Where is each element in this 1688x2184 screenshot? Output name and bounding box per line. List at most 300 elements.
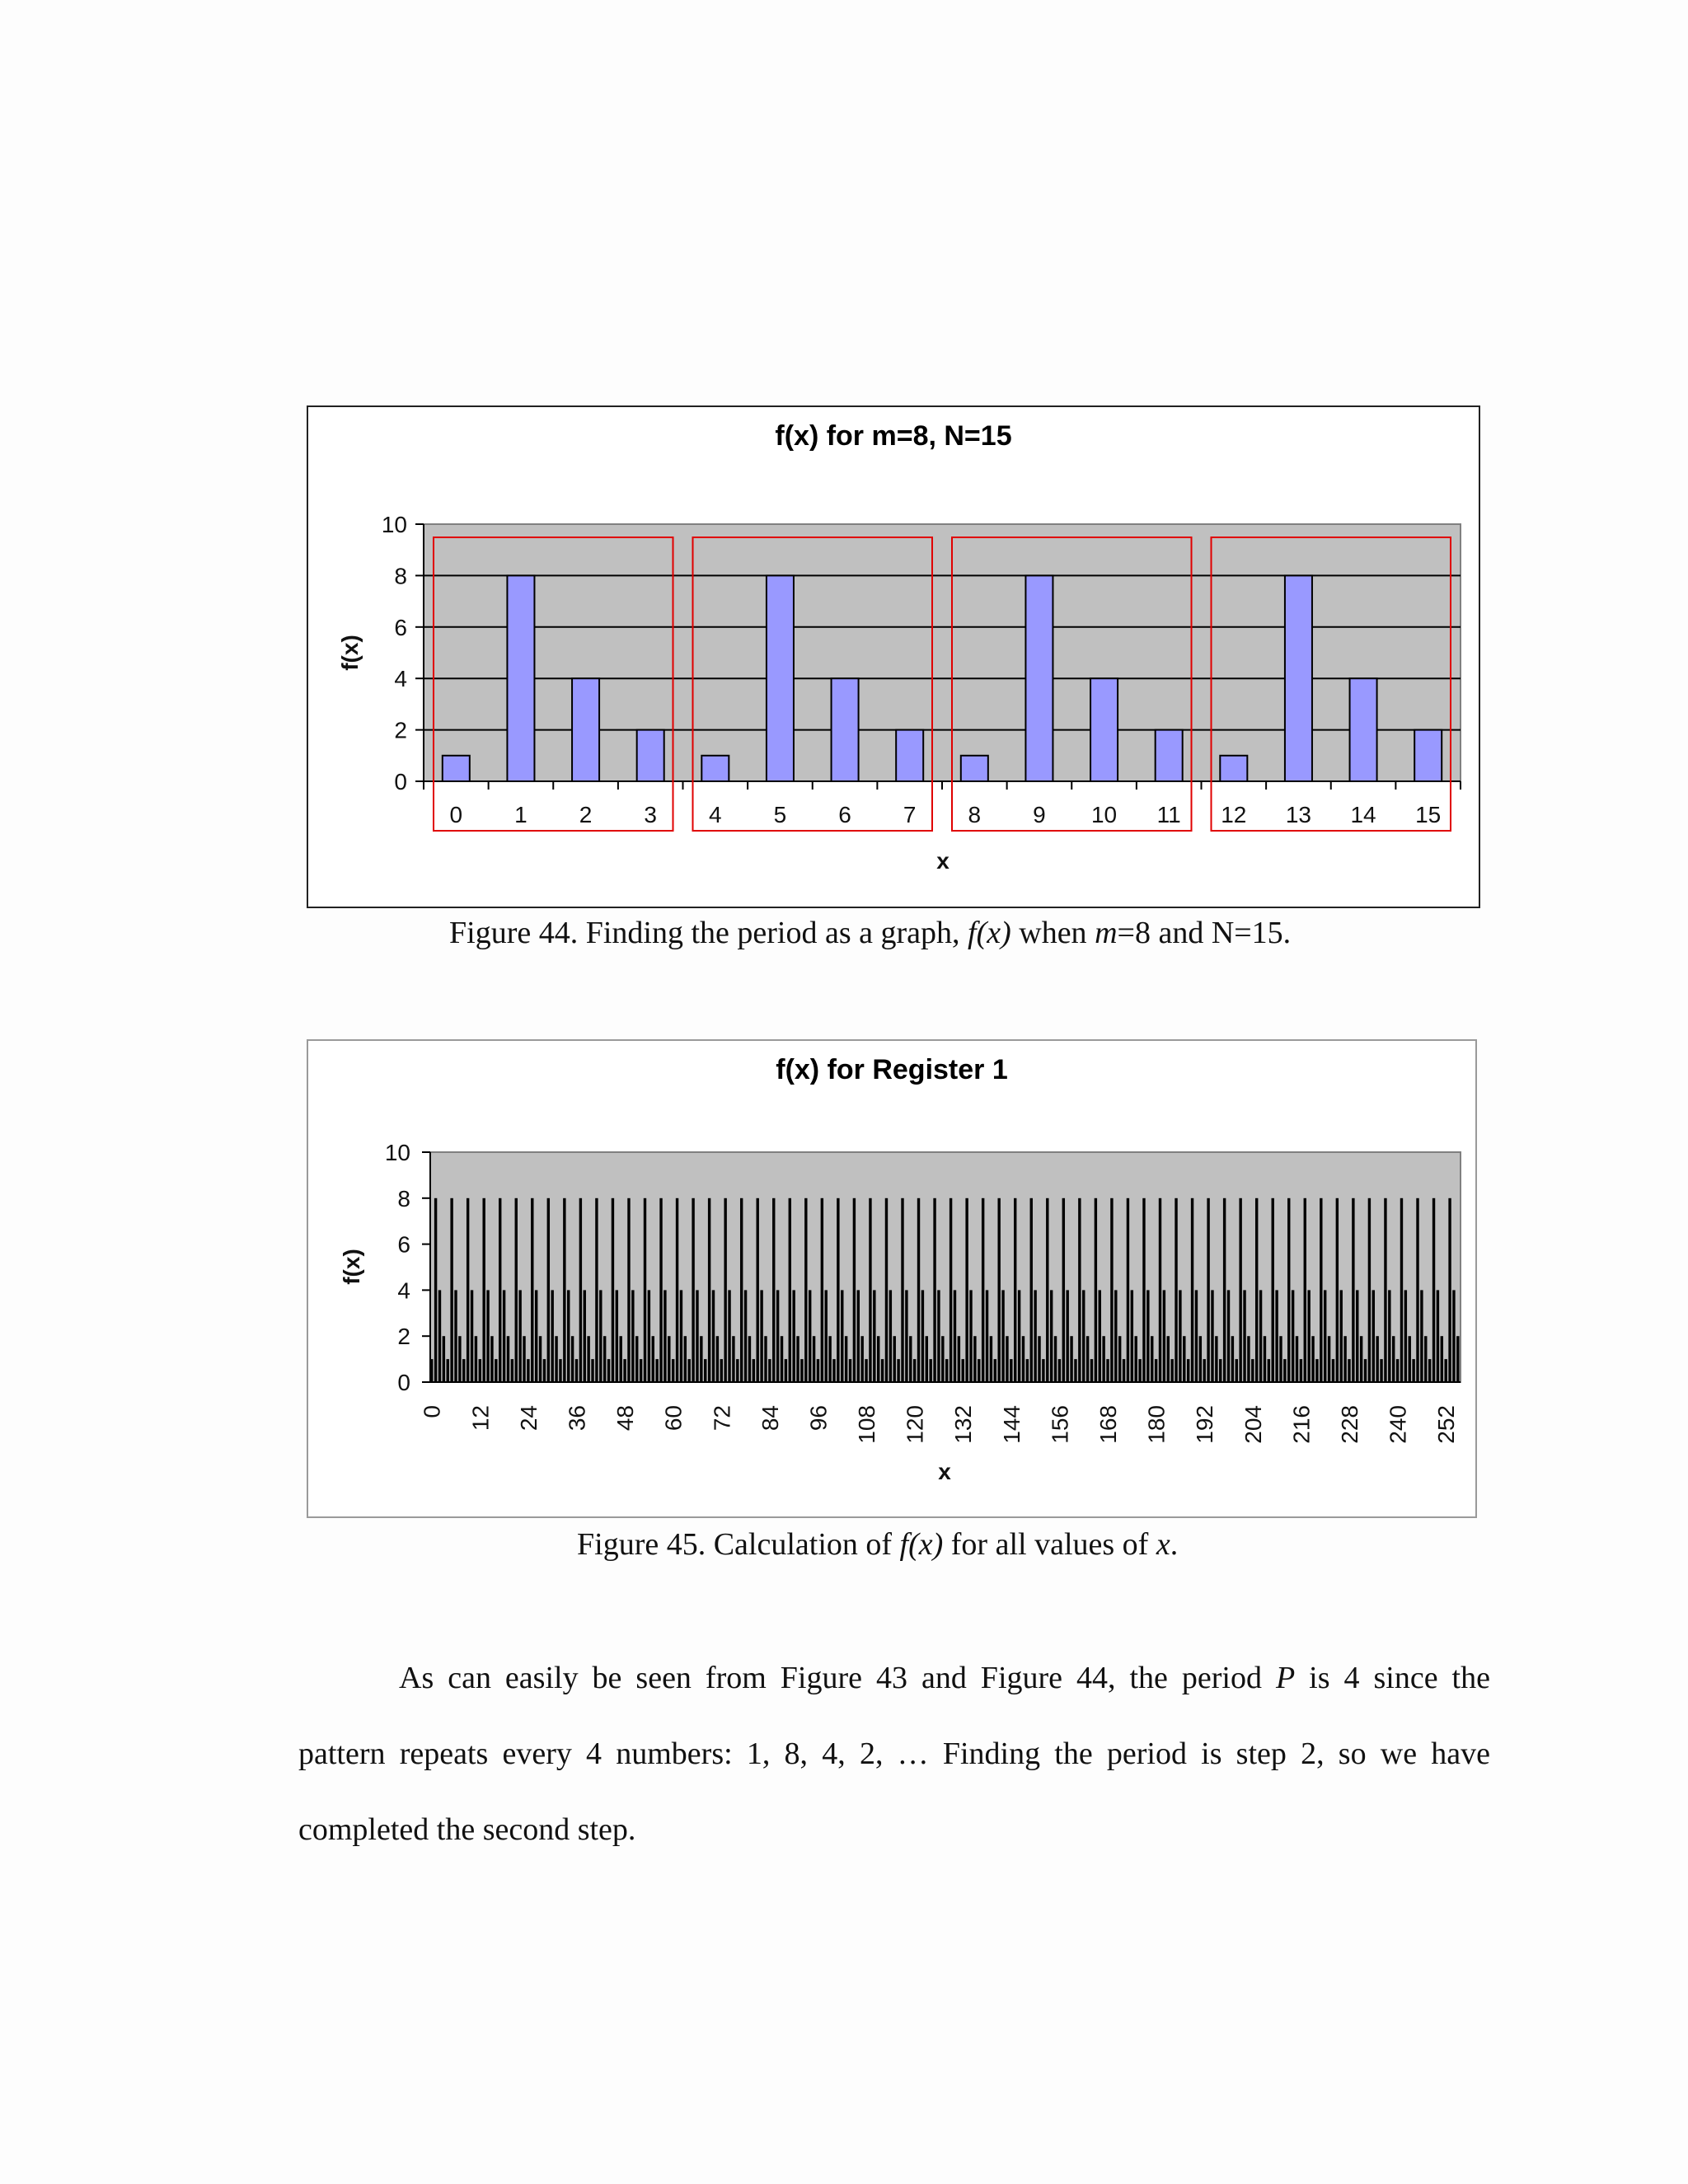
bar bbox=[587, 1336, 589, 1382]
bar bbox=[523, 1336, 525, 1382]
bar bbox=[969, 1290, 972, 1382]
y-tick-label: 4 bbox=[397, 1277, 410, 1304]
y-tick-label: 2 bbox=[397, 1324, 410, 1350]
bar bbox=[1106, 1359, 1109, 1382]
bar bbox=[1392, 1336, 1395, 1382]
bar bbox=[655, 1359, 658, 1382]
paragraph-line-3: completed the second step. bbox=[298, 1812, 636, 1847]
bar bbox=[881, 1359, 884, 1382]
bar bbox=[744, 1290, 747, 1382]
bar bbox=[1324, 1290, 1326, 1382]
x-tick-label: 240 bbox=[1385, 1405, 1411, 1444]
bar bbox=[1247, 1336, 1250, 1382]
y-tick-label: 6 bbox=[394, 614, 407, 640]
bar bbox=[1296, 1336, 1298, 1382]
bar bbox=[454, 1290, 457, 1382]
x-tick-label: 8 bbox=[968, 802, 982, 827]
x-tick-label: 180 bbox=[1143, 1405, 1170, 1444]
x-tick-label: 24 bbox=[515, 1405, 542, 1432]
bar bbox=[515, 1198, 518, 1382]
bar bbox=[1114, 1290, 1117, 1382]
bar bbox=[1368, 1198, 1371, 1382]
bar bbox=[507, 575, 534, 781]
bar bbox=[575, 1359, 578, 1382]
bar bbox=[832, 678, 859, 781]
bar bbox=[776, 1290, 779, 1382]
bar bbox=[724, 1198, 726, 1382]
bar bbox=[499, 1198, 501, 1382]
bar bbox=[1380, 1359, 1382, 1382]
y-tick-label: 4 bbox=[394, 666, 407, 692]
bar bbox=[1159, 1198, 1161, 1382]
bar bbox=[1372, 1290, 1375, 1382]
bar bbox=[877, 1336, 879, 1382]
x-axis-title: x bbox=[938, 1459, 951, 1484]
bar bbox=[1414, 730, 1442, 781]
bar bbox=[1014, 1198, 1016, 1382]
bar bbox=[832, 1359, 835, 1382]
bar bbox=[954, 1290, 956, 1382]
bar bbox=[668, 1336, 670, 1382]
bar bbox=[1300, 1359, 1302, 1382]
bar bbox=[1259, 1290, 1262, 1382]
bar bbox=[595, 1198, 598, 1382]
bar bbox=[857, 1290, 860, 1382]
bar bbox=[475, 1336, 477, 1382]
y-axis-title: f(x) bbox=[339, 1249, 364, 1285]
bar bbox=[1444, 1359, 1447, 1382]
bar bbox=[1042, 1359, 1044, 1382]
figure-44-chart bbox=[307, 405, 1480, 908]
bar bbox=[1070, 1336, 1072, 1382]
bar bbox=[1138, 1359, 1141, 1382]
bar bbox=[825, 1290, 828, 1382]
bar bbox=[1006, 1336, 1008, 1382]
bar bbox=[1268, 1359, 1270, 1382]
bar bbox=[1046, 1198, 1048, 1382]
x-tick-label: 15 bbox=[1415, 802, 1442, 827]
figure-44-svg bbox=[308, 407, 1479, 907]
bar bbox=[849, 1359, 851, 1382]
bar bbox=[612, 1198, 614, 1382]
bar bbox=[837, 1198, 839, 1382]
bar bbox=[909, 1336, 912, 1382]
bar bbox=[929, 1359, 931, 1382]
bar bbox=[896, 730, 923, 781]
x-tick-label: 168 bbox=[1095, 1405, 1122, 1444]
bar bbox=[1127, 1198, 1129, 1382]
bar bbox=[1142, 1198, 1145, 1382]
bar bbox=[1025, 575, 1053, 781]
bar bbox=[736, 1359, 738, 1382]
bar bbox=[1134, 1336, 1137, 1382]
bar bbox=[809, 1290, 811, 1382]
bar bbox=[563, 1198, 565, 1382]
bar bbox=[1376, 1336, 1378, 1382]
bar bbox=[753, 1359, 755, 1382]
bar bbox=[1086, 1336, 1089, 1382]
x-tick-label: 96 bbox=[805, 1405, 832, 1432]
bar bbox=[1010, 1359, 1012, 1382]
bar bbox=[712, 1290, 715, 1382]
bar bbox=[527, 1359, 529, 1382]
bar bbox=[961, 756, 988, 781]
paragraph-line-2: pattern repeats every 4 numbers: 1, 8, 4, 2, … Finding the period is step 2, so we have bbox=[298, 1736, 1490, 1771]
bar bbox=[696, 1290, 698, 1382]
x-tick-label: 1 bbox=[514, 802, 528, 827]
bar bbox=[804, 1198, 807, 1382]
bar bbox=[482, 1198, 485, 1382]
x-tick-label: 60 bbox=[660, 1405, 687, 1432]
bar bbox=[518, 1290, 521, 1382]
bar bbox=[732, 1336, 734, 1382]
bar bbox=[1030, 1198, 1033, 1382]
y-tick-label: 8 bbox=[394, 563, 407, 589]
bar bbox=[853, 1198, 856, 1382]
bar bbox=[1384, 1198, 1386, 1382]
bar bbox=[748, 1336, 751, 1382]
y-tick-label: 2 bbox=[394, 717, 407, 743]
bar bbox=[1219, 1359, 1221, 1382]
bar bbox=[1090, 1359, 1093, 1382]
bar bbox=[663, 1290, 666, 1382]
bar bbox=[889, 1290, 892, 1382]
x-tick-label: 0 bbox=[449, 802, 463, 827]
bar bbox=[1255, 1198, 1258, 1382]
bar bbox=[1243, 1290, 1245, 1382]
bar bbox=[659, 1198, 662, 1382]
x-tick-label: 252 bbox=[1433, 1405, 1460, 1444]
y-tick-label: 6 bbox=[397, 1231, 410, 1258]
bar bbox=[1396, 1359, 1399, 1382]
bar bbox=[559, 1359, 561, 1382]
bar bbox=[551, 1290, 553, 1382]
bar bbox=[937, 1290, 940, 1382]
bar bbox=[897, 1359, 899, 1382]
bar bbox=[704, 1359, 706, 1382]
bar bbox=[720, 1359, 723, 1382]
bar bbox=[579, 1198, 582, 1382]
bar bbox=[1163, 1290, 1165, 1382]
bar bbox=[1311, 1336, 1314, 1382]
bar bbox=[1146, 1290, 1149, 1382]
bar bbox=[764, 1336, 767, 1382]
bar bbox=[917, 1198, 920, 1382]
bar bbox=[828, 1336, 831, 1382]
bar bbox=[1420, 1290, 1423, 1382]
bar bbox=[591, 1359, 593, 1382]
bar bbox=[1175, 1198, 1177, 1382]
bar bbox=[1336, 1198, 1339, 1382]
x-tick-label: 11 bbox=[1156, 802, 1181, 827]
bar bbox=[599, 1290, 602, 1382]
body-paragraph bbox=[298, 1640, 1490, 1868]
bar bbox=[1054, 1336, 1057, 1382]
bar bbox=[619, 1336, 621, 1382]
bar bbox=[926, 1336, 928, 1382]
bar bbox=[1264, 1336, 1266, 1382]
bar bbox=[1437, 1290, 1439, 1382]
bar bbox=[845, 1336, 847, 1382]
bar bbox=[1001, 1290, 1004, 1382]
bar bbox=[684, 1336, 687, 1382]
bar bbox=[813, 1336, 815, 1382]
bar bbox=[1062, 1198, 1065, 1382]
bar bbox=[503, 1290, 505, 1382]
bar bbox=[1207, 1198, 1209, 1382]
bar bbox=[1203, 1359, 1206, 1382]
bar bbox=[1360, 1336, 1362, 1382]
bar bbox=[950, 1198, 952, 1382]
bar bbox=[1456, 1336, 1459, 1382]
figure-45-caption: Figure 45. Calculation of f(x) for all values of x. bbox=[577, 1527, 1179, 1562]
bar bbox=[785, 1359, 787, 1382]
x-tick-label: 108 bbox=[854, 1405, 880, 1444]
bar bbox=[1356, 1290, 1358, 1382]
bar bbox=[990, 1336, 992, 1382]
bar bbox=[740, 1198, 743, 1382]
bar bbox=[781, 1336, 783, 1382]
bar bbox=[443, 1336, 445, 1382]
bar bbox=[994, 1359, 996, 1382]
x-tick-label: 12 bbox=[467, 1405, 494, 1432]
bar bbox=[571, 1336, 574, 1382]
x-tick-label: 216 bbox=[1288, 1405, 1315, 1444]
bar bbox=[716, 1336, 719, 1382]
x-tick-label: 7 bbox=[903, 802, 917, 827]
bar bbox=[607, 1359, 610, 1382]
bar bbox=[672, 1359, 674, 1382]
bar bbox=[962, 1359, 964, 1382]
bar bbox=[1272, 1198, 1274, 1382]
bar bbox=[700, 1336, 702, 1382]
x-tick-label: 5 bbox=[773, 802, 787, 827]
bar bbox=[1441, 1336, 1443, 1382]
bar bbox=[507, 1336, 509, 1382]
bar bbox=[1409, 1336, 1411, 1382]
bar bbox=[584, 1290, 586, 1382]
bar bbox=[1131, 1290, 1133, 1382]
bar bbox=[676, 1198, 678, 1382]
bar bbox=[768, 1359, 771, 1382]
bar bbox=[997, 1198, 1000, 1382]
bar bbox=[1155, 1359, 1157, 1382]
bar bbox=[1220, 756, 1247, 781]
bar bbox=[1275, 1290, 1278, 1382]
bar bbox=[1315, 1359, 1318, 1382]
bar bbox=[1022, 1336, 1025, 1382]
bar bbox=[539, 1336, 542, 1382]
bar bbox=[543, 1359, 546, 1382]
x-tick-label: 9 bbox=[1033, 802, 1046, 827]
bar bbox=[865, 1359, 867, 1382]
bar bbox=[1156, 730, 1183, 781]
bar bbox=[1239, 1198, 1241, 1382]
bar bbox=[921, 1290, 924, 1382]
bar bbox=[1058, 1359, 1061, 1382]
bar bbox=[792, 1290, 795, 1382]
y-tick-label: 10 bbox=[381, 512, 407, 537]
bar bbox=[728, 1290, 730, 1382]
chart-title: f(x) for m=8, N=15 bbox=[775, 420, 1012, 452]
bar bbox=[535, 1290, 537, 1382]
y-tick-label: 10 bbox=[384, 1140, 410, 1165]
bar bbox=[1170, 1359, 1173, 1382]
bar bbox=[637, 730, 664, 781]
y-axis-title: f(x) bbox=[337, 635, 363, 671]
bar bbox=[1199, 1336, 1202, 1382]
bar bbox=[1215, 1336, 1217, 1382]
x-tick-label: 14 bbox=[1350, 802, 1376, 827]
bar bbox=[1123, 1359, 1125, 1382]
bar bbox=[1279, 1336, 1282, 1382]
bar bbox=[1167, 1336, 1170, 1382]
bar bbox=[1118, 1336, 1121, 1382]
paragraph-line-1: As can easily be seen from Figure 43 and Figure 44, the period P is 4 since the bbox=[399, 1661, 1490, 1695]
bar bbox=[1227, 1290, 1230, 1382]
bar bbox=[1236, 1359, 1238, 1382]
bar bbox=[789, 1198, 791, 1382]
bar bbox=[447, 1359, 449, 1382]
bar bbox=[885, 1198, 888, 1382]
bar bbox=[821, 1198, 823, 1382]
bar bbox=[760, 1290, 762, 1382]
x-tick-label: 12 bbox=[1221, 802, 1247, 827]
x-tick-label: 2 bbox=[579, 802, 593, 827]
bar bbox=[757, 1198, 759, 1382]
bar bbox=[1452, 1290, 1455, 1382]
x-tick-label: 120 bbox=[902, 1405, 928, 1444]
bar bbox=[817, 1359, 819, 1382]
x-tick-label: 10 bbox=[1090, 802, 1118, 827]
bar bbox=[1412, 1359, 1414, 1382]
bar bbox=[1034, 1290, 1036, 1382]
bar bbox=[1304, 1198, 1306, 1382]
x-tick-label: 72 bbox=[709, 1405, 735, 1432]
x-tick-label: 132 bbox=[950, 1405, 977, 1444]
bar bbox=[901, 1198, 903, 1382]
bar bbox=[627, 1198, 630, 1382]
bar bbox=[1343, 1336, 1346, 1382]
bar bbox=[467, 1198, 469, 1382]
bar bbox=[680, 1290, 682, 1382]
x-tick-label: 6 bbox=[838, 802, 851, 827]
bar bbox=[1078, 1198, 1081, 1382]
bar bbox=[1292, 1290, 1294, 1382]
bar bbox=[941, 1336, 944, 1382]
bar bbox=[547, 1198, 550, 1382]
bar bbox=[458, 1336, 461, 1382]
bar bbox=[462, 1359, 465, 1382]
bar bbox=[631, 1290, 634, 1382]
bar bbox=[490, 1336, 493, 1382]
bar bbox=[1404, 1290, 1407, 1382]
bar bbox=[1320, 1198, 1322, 1382]
bar bbox=[479, 1359, 481, 1382]
bar bbox=[1050, 1290, 1053, 1382]
bar bbox=[772, 1198, 775, 1382]
bar bbox=[1448, 1198, 1451, 1382]
bar bbox=[860, 1336, 863, 1382]
bar bbox=[1307, 1290, 1310, 1382]
bar bbox=[1340, 1290, 1343, 1382]
x-tick-label: 84 bbox=[757, 1405, 783, 1432]
bar bbox=[1251, 1359, 1254, 1382]
x-tick-label: 144 bbox=[998, 1405, 1025, 1444]
bar bbox=[1082, 1290, 1085, 1382]
bar bbox=[443, 756, 470, 781]
bar bbox=[945, 1359, 948, 1382]
bar bbox=[1151, 1336, 1153, 1382]
bar bbox=[511, 1359, 513, 1382]
x-tick-label: 156 bbox=[1047, 1405, 1073, 1444]
bar bbox=[1424, 1336, 1427, 1382]
x-tick-label: 4 bbox=[709, 802, 722, 827]
bar bbox=[555, 1336, 557, 1382]
bar bbox=[1428, 1359, 1431, 1382]
bar bbox=[1223, 1198, 1226, 1382]
bar bbox=[1328, 1336, 1330, 1382]
bar bbox=[688, 1359, 691, 1382]
bar bbox=[531, 1198, 533, 1382]
bar bbox=[701, 756, 729, 781]
x-tick-label: 3 bbox=[644, 802, 657, 827]
bar bbox=[1287, 1198, 1290, 1382]
bar bbox=[1432, 1198, 1435, 1382]
bar bbox=[471, 1290, 473, 1382]
bar bbox=[616, 1290, 618, 1382]
bar bbox=[913, 1359, 916, 1382]
bar bbox=[800, 1359, 803, 1382]
x-tick-label: 36 bbox=[564, 1405, 590, 1432]
figure-45-chart bbox=[307, 1039, 1477, 1518]
bar bbox=[841, 1290, 843, 1382]
bar bbox=[495, 1359, 497, 1382]
bar bbox=[648, 1290, 650, 1382]
x-tick-label: 0 bbox=[419, 1405, 445, 1418]
bar bbox=[1066, 1290, 1068, 1382]
bar bbox=[1332, 1359, 1334, 1382]
bar bbox=[1187, 1359, 1189, 1382]
bar bbox=[973, 1336, 976, 1382]
bar bbox=[438, 1290, 441, 1382]
bar bbox=[1179, 1290, 1181, 1382]
y-tick-label: 0 bbox=[397, 1370, 410, 1395]
figure-44-caption: Figure 44. Finding the period as a graph, f(x) when m=8 and N=15. bbox=[449, 916, 1292, 950]
bar bbox=[1026, 1359, 1029, 1382]
bar bbox=[708, 1198, 710, 1382]
bar bbox=[1231, 1336, 1234, 1382]
bar bbox=[623, 1359, 626, 1382]
bar bbox=[796, 1336, 799, 1382]
bar bbox=[644, 1198, 646, 1382]
bar bbox=[978, 1359, 980, 1382]
bar bbox=[450, 1198, 452, 1382]
bar bbox=[635, 1336, 638, 1382]
bar bbox=[1195, 1290, 1198, 1382]
bar bbox=[767, 575, 794, 781]
x-tick-label: 228 bbox=[1336, 1405, 1362, 1444]
bar bbox=[1090, 678, 1118, 781]
bar bbox=[1191, 1198, 1193, 1382]
bar bbox=[1183, 1336, 1185, 1382]
bar bbox=[572, 678, 599, 781]
bar bbox=[430, 1359, 433, 1382]
x-axis-title: x bbox=[936, 848, 950, 874]
bar bbox=[1388, 1290, 1390, 1382]
bar bbox=[567, 1290, 570, 1382]
bar bbox=[640, 1359, 642, 1382]
